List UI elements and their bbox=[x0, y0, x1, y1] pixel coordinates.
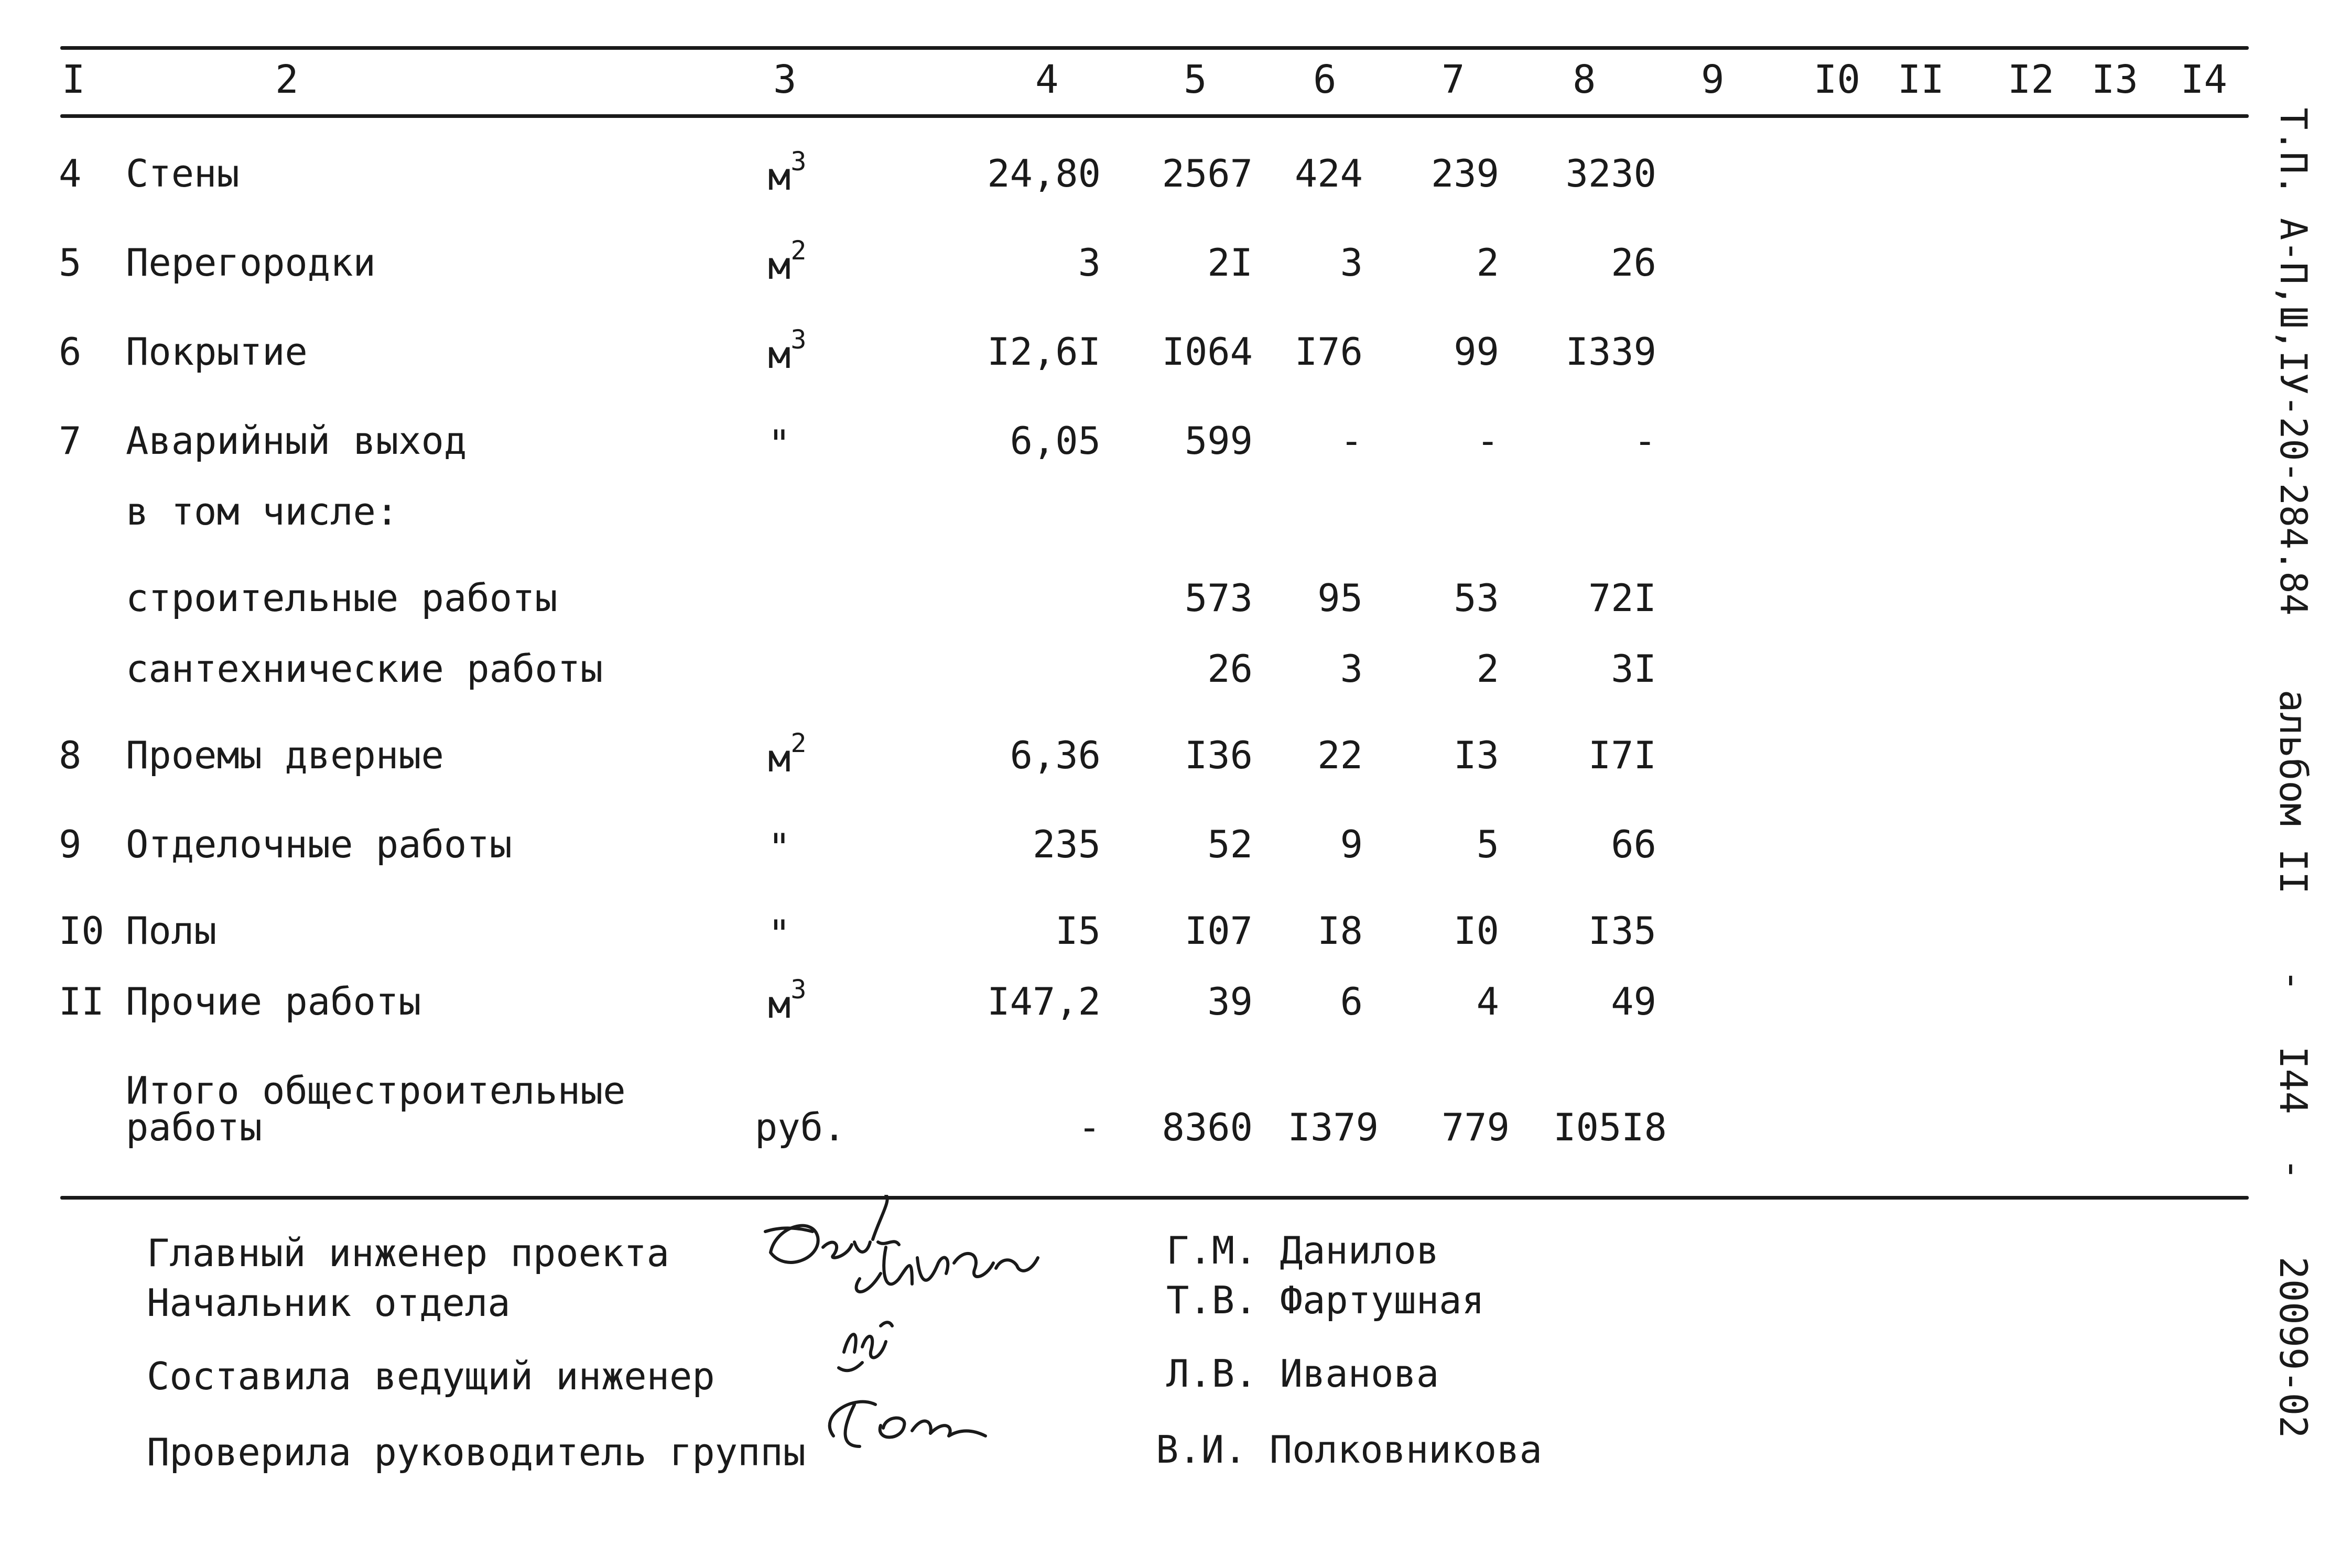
signature-scribble-3 bbox=[839, 1322, 892, 1370]
row-name: Аварийный выход bbox=[126, 419, 467, 463]
row-name: сантехнические работы bbox=[126, 647, 603, 691]
signature-scribble-4 bbox=[830, 1402, 985, 1446]
signature-name-4: В.И. Полковникова bbox=[1156, 1428, 1542, 1472]
signature-role-3: Составила ведущий инженер bbox=[147, 1354, 715, 1398]
row-unit-exponent: 3 bbox=[790, 974, 807, 1005]
top-rule bbox=[60, 46, 2249, 50]
row-unit-base: м bbox=[768, 244, 791, 288]
col-header-10: I0 bbox=[1814, 57, 1861, 102]
col-header-6: 6 bbox=[1313, 57, 1337, 102]
col-header-5: 5 bbox=[1184, 57, 1207, 102]
total-label-line2: работы bbox=[126, 1105, 263, 1149]
row-col8: - bbox=[1633, 419, 1656, 463]
row-unit bbox=[768, 422, 791, 466]
stamp-album: альбом II bbox=[2271, 689, 2315, 895]
row-col4: I47,2 bbox=[987, 979, 1101, 1023]
total-col8: I05I8 bbox=[1553, 1105, 1667, 1149]
row-col7: 4 bbox=[1476, 979, 1499, 1023]
row-col7: 53 bbox=[1454, 576, 1499, 620]
row-name: строительные работы bbox=[126, 576, 558, 620]
row-number: 8 bbox=[59, 733, 82, 777]
row-name: Перегородки bbox=[126, 241, 376, 285]
row-unit-base: м bbox=[768, 736, 791, 780]
row-unit bbox=[768, 912, 791, 956]
row-col8: I35 bbox=[1588, 909, 1656, 953]
row-col6: 3 bbox=[1340, 241, 1363, 285]
total-col6: I379 bbox=[1287, 1105, 1379, 1149]
total-col5: 8360 bbox=[1162, 1105, 1253, 1149]
row-col6: 424 bbox=[1294, 151, 1363, 195]
signature-role-4: Проверила руководитель группы bbox=[147, 1430, 806, 1474]
stamp-dash-2: - bbox=[2271, 1158, 2315, 1181]
row-name: Покрытие bbox=[126, 330, 308, 374]
row-unit-base: " bbox=[768, 422, 791, 466]
row-col4: 6,05 bbox=[1010, 419, 1101, 463]
row-col4: I5 bbox=[1055, 909, 1101, 953]
row-col7: 5 bbox=[1476, 822, 1499, 866]
side-stamp bbox=[2259, 60, 2327, 1465]
bottom-rule bbox=[60, 1196, 2249, 1200]
stamp-doc-number: 20099-02 bbox=[2271, 1256, 2315, 1439]
row-unit-base: м bbox=[768, 983, 791, 1027]
row-col6: I76 bbox=[1294, 330, 1363, 374]
total-col7: 779 bbox=[1441, 1105, 1510, 1149]
col-header-8: 8 bbox=[1573, 57, 1596, 102]
row-col7: 239 bbox=[1430, 151, 1499, 195]
col-header-4: 4 bbox=[1035, 57, 1059, 102]
signature-scribble-2 bbox=[857, 1247, 1038, 1292]
row-name: Прочие работы bbox=[126, 979, 421, 1023]
row-unit-base: м bbox=[768, 333, 791, 377]
col-header-11: II bbox=[1898, 57, 1945, 102]
row-col7: - bbox=[1476, 419, 1499, 463]
row-col7: 99 bbox=[1454, 330, 1499, 374]
row-name: Полы bbox=[126, 909, 217, 953]
row-number: 7 bbox=[59, 419, 82, 463]
row-unit-base: " bbox=[768, 912, 791, 956]
col-header-3: 3 bbox=[773, 57, 797, 102]
row-col8: 66 bbox=[1611, 822, 1656, 866]
row-col6: 95 bbox=[1317, 576, 1363, 620]
row-unit-base: м bbox=[768, 155, 791, 199]
row-unit bbox=[768, 324, 807, 377]
col-header-1: I bbox=[62, 57, 85, 102]
row-col7: I3 bbox=[1454, 733, 1499, 777]
row-col6: 9 bbox=[1340, 822, 1363, 866]
col-header-9: 9 bbox=[1701, 57, 1725, 102]
col-header-14: I4 bbox=[2181, 57, 2228, 102]
row-col7: 2 bbox=[1476, 647, 1499, 691]
row-col5: 573 bbox=[1184, 576, 1253, 620]
row-col4: 6,36 bbox=[1010, 733, 1101, 777]
row-unit-exponent: 2 bbox=[790, 235, 807, 266]
row-unit bbox=[768, 825, 791, 869]
row-col5: 599 bbox=[1184, 419, 1253, 463]
signature-name-2: Т.В. Фартушная bbox=[1166, 1278, 1484, 1322]
col-header-2: 2 bbox=[275, 57, 299, 102]
row-col6: 3 bbox=[1340, 647, 1363, 691]
col-header-12: I2 bbox=[2008, 57, 2055, 102]
signature-name-1: Г.М. Данилов bbox=[1166, 1228, 1439, 1272]
row-number: I0 bbox=[59, 909, 104, 953]
total-col4: - bbox=[1078, 1105, 1101, 1149]
row-unit-exponent: 3 bbox=[790, 324, 807, 355]
row-col5: 39 bbox=[1207, 979, 1253, 1023]
row-name: Отделочные работы bbox=[126, 822, 512, 866]
signature-scribble-1 bbox=[765, 1195, 899, 1262]
signature-name-3: Л.В. Иванова bbox=[1166, 1352, 1439, 1396]
row-number: 9 bbox=[59, 822, 82, 866]
row-unit bbox=[768, 728, 807, 780]
signature-role-2: Начальник отдела bbox=[147, 1281, 511, 1325]
total-unit: руб. bbox=[755, 1105, 846, 1149]
row-name: Стены bbox=[126, 151, 240, 195]
col-header-7: 7 bbox=[1441, 57, 1465, 102]
row-name: Проемы дверные bbox=[126, 733, 444, 777]
row-col4: I2,6I bbox=[987, 330, 1101, 374]
row-unit-base: " bbox=[768, 825, 791, 869]
row-col6: 6 bbox=[1340, 979, 1363, 1023]
stamp-code: Т.П. А-П,Ш,IУ-20-284.84 bbox=[2272, 107, 2315, 616]
row-col6: - bbox=[1340, 419, 1363, 463]
row-col5: I07 bbox=[1184, 909, 1253, 953]
header-bottom-rule bbox=[60, 114, 2249, 118]
row-col4: 235 bbox=[1032, 822, 1101, 866]
row-col7: 2 bbox=[1476, 241, 1499, 285]
total-label-line1: Итого общестроительные bbox=[126, 1069, 626, 1113]
row-number: 4 bbox=[59, 151, 82, 195]
row-col5: I36 bbox=[1184, 733, 1253, 777]
row-col4: 3 bbox=[1078, 241, 1101, 285]
row-col5: I064 bbox=[1162, 330, 1253, 374]
row-unit bbox=[768, 235, 807, 288]
row-name: в том числе: bbox=[126, 489, 399, 533]
stamp-dash-1: - bbox=[2271, 969, 2315, 992]
row-col8: 72I bbox=[1588, 576, 1656, 620]
row-col8: 26 bbox=[1611, 241, 1656, 285]
row-col8: 3230 bbox=[1565, 151, 1656, 195]
stamp-page: I44 bbox=[2271, 1046, 2315, 1115]
row-col5: 52 bbox=[1207, 822, 1253, 866]
row-col8: I339 bbox=[1565, 330, 1656, 374]
row-number: 6 bbox=[59, 330, 82, 374]
row-col6: I8 bbox=[1317, 909, 1363, 953]
row-unit bbox=[768, 974, 807, 1027]
signature-role-1: Главный инженер проекта bbox=[147, 1231, 669, 1275]
row-unit-exponent: 3 bbox=[790, 146, 807, 177]
row-col5: 2567 bbox=[1162, 151, 1253, 195]
row-col8: I7I bbox=[1588, 733, 1656, 777]
col-header-13: I3 bbox=[2091, 57, 2139, 102]
row-col7: I0 bbox=[1454, 909, 1499, 953]
handwritten-signatures bbox=[755, 1195, 1153, 1488]
row-col5: 26 bbox=[1207, 647, 1253, 691]
row-unit bbox=[768, 146, 807, 199]
row-col5: 2I bbox=[1207, 241, 1253, 285]
row-number: II bbox=[59, 979, 104, 1023]
row-col4: 24,80 bbox=[987, 151, 1101, 195]
row-number: 5 bbox=[59, 241, 82, 285]
row-col8: 3I bbox=[1611, 647, 1656, 691]
row-unit-exponent: 2 bbox=[790, 728, 807, 758]
row-col8: 49 bbox=[1611, 979, 1656, 1023]
row-col6: 22 bbox=[1317, 733, 1363, 777]
